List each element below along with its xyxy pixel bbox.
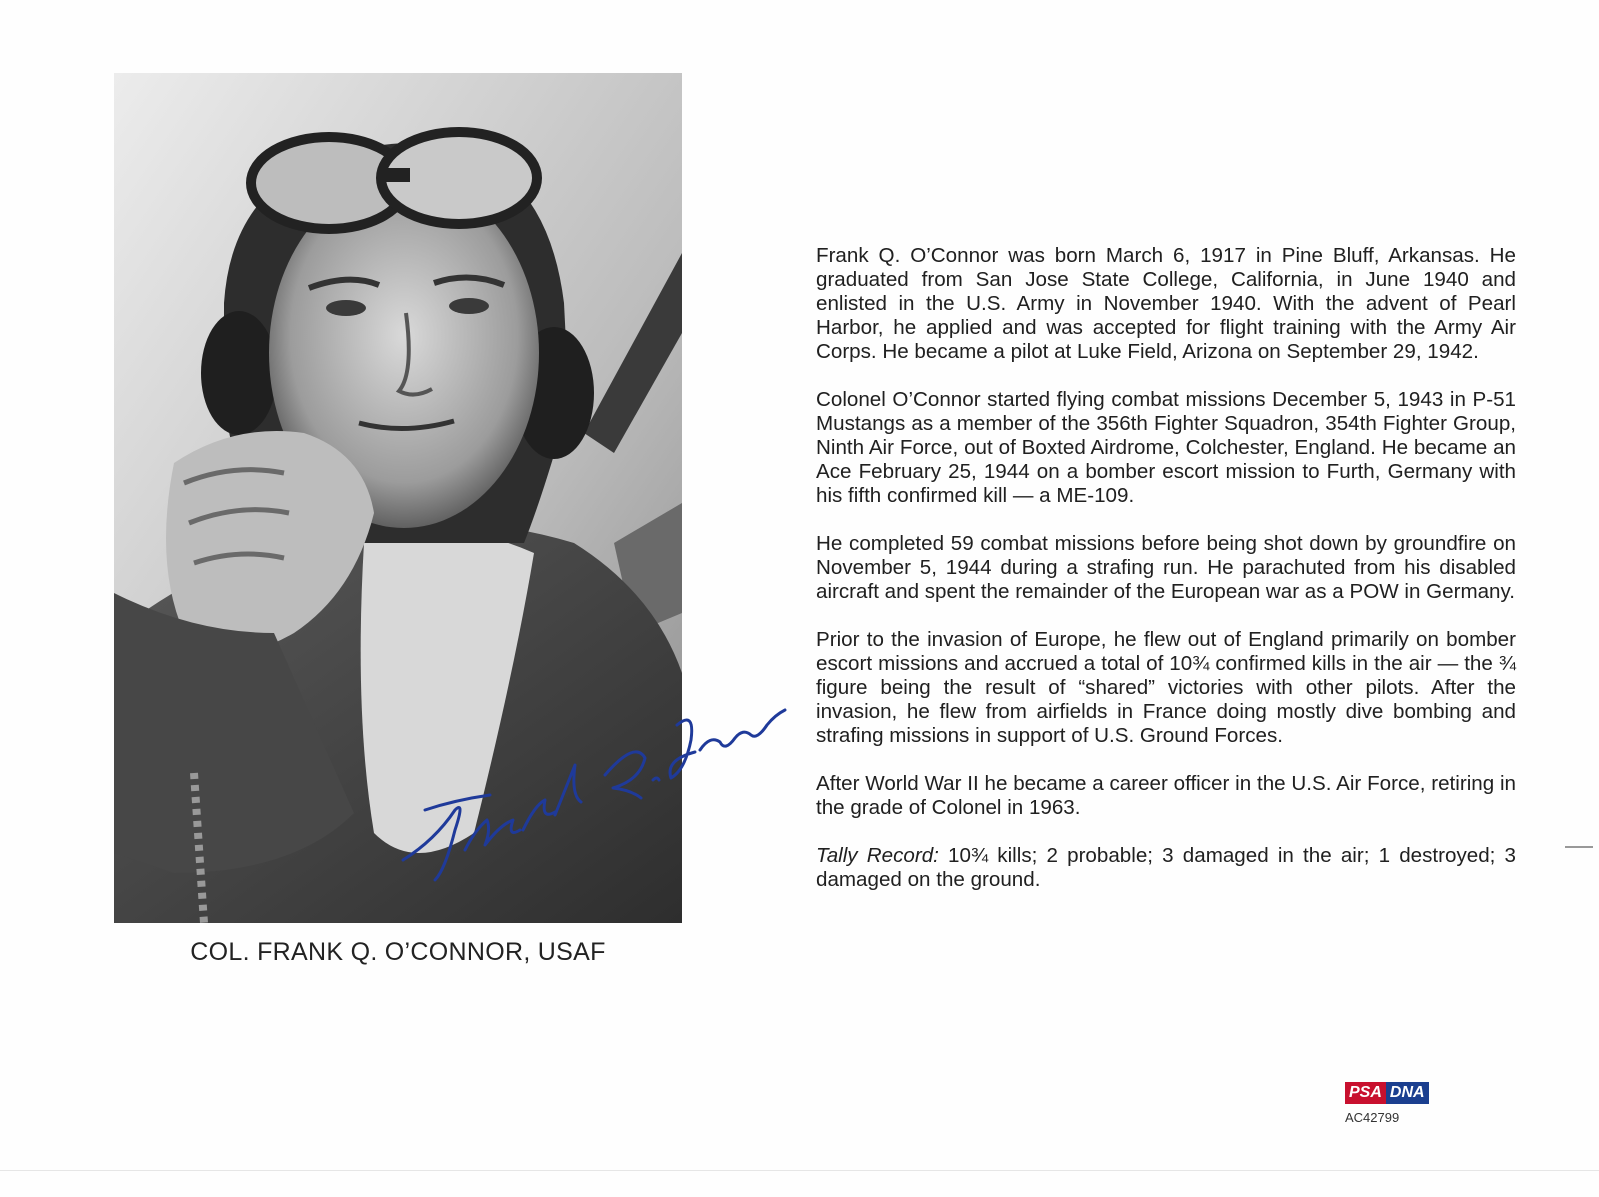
bio-paragraph-birth: Frank Q. O’Connor was born March 6, 1917 in Pine Bluff, Arkansas. He graduated from San Jose State College, California, in June 1940 and enlisted in the U.S. Army in November 1940. With the advent of Pearl Harbor, he applied and was accepted for flight training with the Army Air Corps. He became a pilot at Luke Field, Arizona on September 29, 1942.: [816, 244, 1516, 363]
bio-paragraph-combat: Colonel O’Connor started flying combat missions December 5, 1943 in P-51 Mustangs as a member of the 356th Fighter Squadron, 354th Fighter Group, Ninth Air Force, out of Boxted Airdrome, Colchester, England. He became an Ace February 25, 1944 on a bomber escort mission to Furth, Germany with his fifth confirmed kill — a ME-109.: [816, 388, 1516, 507]
photo-caption: COL. FRANK Q. O’CONNOR, USAF: [190, 938, 606, 966]
page-bottom-edge: [0, 1170, 1599, 1171]
tally-record-text: 10¾ kills; 2 probable; 3 damaged in the air; 1 destroyed; 3 damaged on the ground.: [816, 844, 1516, 891]
edge-mark: [1565, 846, 1593, 848]
biography-text: [816, 244, 1516, 916]
tally-record: [816, 844, 1516, 892]
pilot-portrait-photo: [114, 73, 682, 923]
psa-logo-text: PSA: [1345, 1082, 1386, 1104]
bio-paragraph-career: After World War II he became a career officer in the U.S. Air Force, retiring in the grade of Colonel in 1963.: [816, 772, 1516, 819]
pilot-portrait-illustration: [114, 73, 682, 923]
bio-paragraph-pow: He completed 59 combat missions before being shot down by groundfire on November 5, 1944 during a strafing run. He parachuted from his disabled aircraft and spent the remainder of the European war as a POW in Germany.: [816, 532, 1516, 603]
psa-dna-logo: [1345, 1082, 1445, 1104]
authentication-code: AC42799: [1345, 1110, 1400, 1125]
goggles: [251, 132, 537, 229]
dna-logo-text: DNA: [1386, 1082, 1429, 1104]
bio-paragraph-victories: Prior to the invasion of Europe, he flew out of England primarily on bomber escort missions and accrued a total of 10¾ confirmed kills in the air — the ¾ figure being the result of “shared” victories with other pilots. After the invasion, he flew from airfields in France doing mostly dive bombing and strafing missions in support of U.S. Ground Forces.: [816, 628, 1516, 747]
tally-record-label: Tally Record:: [816, 844, 939, 867]
psa-dna-authentication: [1345, 1082, 1445, 1125]
